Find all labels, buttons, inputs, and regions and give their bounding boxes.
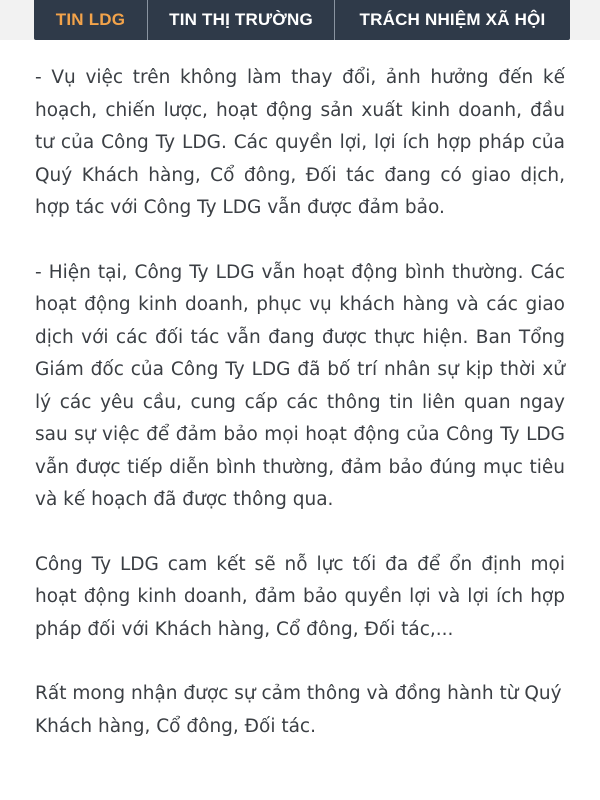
article-paragraph: Công Ty LDG cam kết sẽ nỗ lực tối đa để ổn định mọi hoạt động kinh doanh, đảm bảo quyền lợi và lợi ích hợp pháp đối với Khách hàng, Cổ đông, Đối tác,... (35, 553, 565, 640)
article-paragraph: - Hiện tại, Công Ty LDG vẫn hoạt động bình thường. Các hoạt động kinh doanh, phục vụ khách hàng và các giao dịch với các đối tác vẫn đang được thực hiện. Ban Tổng Giám đốc của Công Ty LDG đã bố trí nhân sự kịp thời xử lý các yêu cầu, cung cấp các thông tin liên quan ngay sau sự việc để đảm bảo mọi hoạt động của Công Ty LDG vẫn được tiếp diễn bình thường, đảm bảo đúng mục tiêu và kế hoạch đã được thông qua. (35, 261, 565, 510)
article-paragraph: - Vụ việc trên không làm thay đổi, ảnh hưởng đến kế hoạch, chiến lược, hoạt động sản xuất kinh doanh, đầu tư của Công Ty LDG. Các quyền lợi, lợi ích hợp pháp của Quý Khách hàng, Cổ đông, Đối tác đang có giao dịch, hợp tác với Công Ty LDG vẫn được đảm bảo. (35, 67, 565, 218)
tab-tin-ldg[interactable]: TIN LDG (34, 0, 148, 40)
tab-tin-thi-truong[interactable]: TIN THỊ TRƯỜNG (148, 0, 335, 40)
article-paragraph: Rất mong nhận được sự cảm thông và đồng hành từ Quý Khách hàng, Cổ đông, Đối tác. (35, 683, 562, 737)
top-navigation-bar (0, 0, 600, 40)
news-tabs (34, 0, 570, 40)
article-body (35, 62, 565, 775)
tab-trach-nhiem-xa-hoi[interactable]: TRÁCH NHIỆM XÃ HỘI (359, 10, 546, 29)
